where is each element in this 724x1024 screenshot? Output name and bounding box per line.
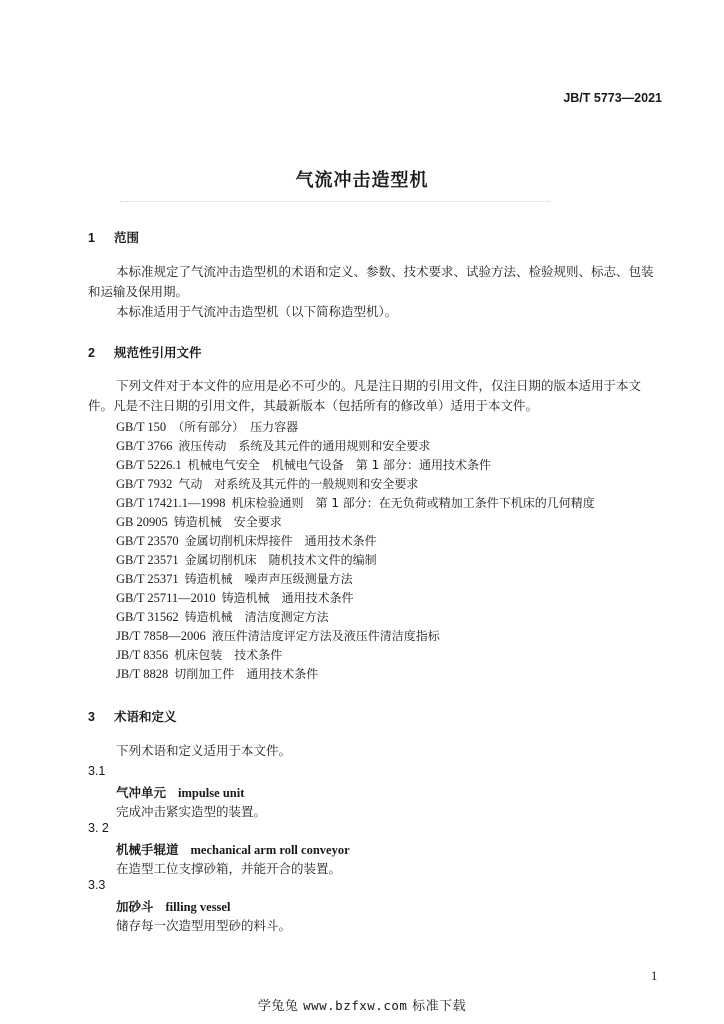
footer-url[interactable]: www.bzfxw.com bbox=[303, 998, 408, 1013]
section-3-heading bbox=[88, 707, 177, 725]
reference-title: 铸造机械 噪声声压级测量方法 bbox=[184, 572, 353, 586]
reference-item bbox=[116, 665, 318, 682]
reference-code: GB/T 7932 bbox=[116, 477, 173, 491]
term-name-en: filling vessel bbox=[165, 900, 231, 914]
scope-paragraph-2: 本标准适用于气流冲击造型机（以下简称造型机）。 bbox=[116, 304, 398, 319]
reference-code: JB/T 7858—2006 bbox=[116, 629, 206, 643]
reference-item bbox=[116, 532, 377, 549]
term-number: 3. 2 bbox=[88, 821, 109, 835]
term-name-zh: 加砂斗 bbox=[116, 899, 154, 914]
reference-title: 铸造机械 安全要求 bbox=[173, 515, 282, 529]
reference-title: 金属切削机床焊接件 通用技术条件 bbox=[184, 534, 377, 548]
reference-code: GB/T 23571 bbox=[116, 553, 179, 567]
term-number: 3.1 bbox=[88, 764, 106, 778]
reference-item bbox=[116, 437, 430, 454]
reference-title: 气动 对系统及其元件的一般规则和安全要求 bbox=[178, 477, 419, 491]
scope-paragraph-1-line-1: 本标准规定了气流冲击造型机的术语和定义、参数、技术要求、试验方法、检验规则、标志、包装 bbox=[116, 264, 654, 279]
reference-code: GB/T 5226.1 bbox=[116, 458, 182, 472]
reference-code: GB/T 3766 bbox=[116, 439, 173, 453]
document-title: 气流冲击造型机 bbox=[295, 170, 429, 191]
term-number: 3.3 bbox=[88, 878, 106, 892]
reference-item bbox=[116, 551, 377, 568]
reference-title: 铸造机械 清洁度测定方法 bbox=[184, 610, 329, 624]
reference-title: 金属切削机床 随机技术文件的编制 bbox=[184, 553, 377, 567]
reference-item bbox=[116, 627, 440, 644]
scope-paragraph-1-line-2: 和运输及保用期。 bbox=[88, 284, 189, 299]
term-name-zh: 气冲单元 bbox=[116, 785, 167, 800]
reference-title: 机械电气安全 机械电气设备 第 1 部分：通用技术条件 bbox=[187, 458, 492, 472]
terms-intro: 下列术语和定义适用于本文件。 bbox=[116, 743, 292, 758]
reference-title: 机床检验通则 第 1 部分：在无负荷或精加工条件下机床的几何精度 bbox=[231, 496, 595, 510]
reference-code: GB/T 23570 bbox=[116, 534, 179, 548]
reference-item bbox=[116, 589, 354, 606]
section-1-heading bbox=[88, 228, 139, 246]
standard-code: JB/T 5773—2021 bbox=[563, 91, 662, 105]
reference-item bbox=[116, 418, 298, 435]
term-name-en: mechanical arm roll conveyor bbox=[190, 843, 350, 857]
section-title: 术语和定义 bbox=[114, 709, 177, 724]
reference-item bbox=[116, 608, 329, 625]
term-name-zh: 机械手辊道 bbox=[116, 842, 179, 857]
reference-item bbox=[116, 456, 491, 473]
reference-code: GB/T 17421.1—1998 bbox=[116, 496, 226, 510]
section-number: 2 bbox=[88, 346, 95, 360]
term-definition: 储存每一次造型用型砂的料斗。 bbox=[116, 918, 292, 933]
term-name-en: impulse unit bbox=[178, 786, 245, 800]
term-definition: 在造型工位支撑砂箱，并能开合的装置。 bbox=[116, 861, 342, 876]
reference-item bbox=[116, 646, 282, 663]
reference-title: （所有部分） 压力容器 bbox=[172, 420, 299, 434]
reference-code: GB/T 25371 bbox=[116, 572, 179, 586]
reference-code: GB/T 31562 bbox=[116, 610, 179, 624]
reference-item bbox=[116, 570, 353, 587]
reference-title: 液压传动 系统及其元件的通用规则和安全要求 bbox=[178, 439, 431, 453]
section-2-heading bbox=[88, 343, 202, 361]
reference-item bbox=[116, 475, 418, 492]
site-footer bbox=[0, 995, 724, 1014]
reference-item bbox=[116, 513, 282, 530]
reference-code: GB/T 150 bbox=[116, 420, 167, 434]
reference-title: 铸造机械 通用技术条件 bbox=[221, 591, 354, 605]
footer-site-name: 学兔兔 bbox=[257, 999, 299, 1014]
title-divider bbox=[120, 201, 550, 202]
reference-code: JB/T 8828 bbox=[116, 667, 169, 681]
section-number: 1 bbox=[88, 231, 95, 245]
term-name bbox=[116, 783, 244, 801]
section-title: 范围 bbox=[114, 230, 140, 245]
reference-title: 切削加工件 通用技术条件 bbox=[174, 667, 319, 681]
reference-title: 液压件清洁度评定方法及液压件清洁度指标 bbox=[211, 629, 440, 643]
term-name bbox=[116, 840, 350, 858]
reference-code: GB/T 25711—2010 bbox=[116, 591, 216, 605]
reference-code: JB/T 8356 bbox=[116, 648, 169, 662]
references-intro-line-2: 件。凡是不注日期的引用文件，其最新版本（包括所有的修改单）适用于本文件。 bbox=[88, 398, 539, 413]
reference-title: 机床包装 技术条件 bbox=[174, 648, 283, 662]
reference-code: GB 20905 bbox=[116, 515, 168, 529]
term-name bbox=[116, 897, 230, 915]
term-definition: 完成冲击紧实造型的装置。 bbox=[116, 804, 267, 819]
reference-item bbox=[116, 494, 595, 511]
page-number: 1 bbox=[651, 969, 658, 983]
references-intro-line-1: 下列文件对于本文件的应用是必不可少的。凡是注日期的引用文件，仅注日期的版本适用于本文 bbox=[116, 378, 642, 393]
section-number: 3 bbox=[88, 710, 95, 724]
footer-tagline: 标准下载 bbox=[412, 999, 467, 1014]
section-title: 规范性引用文件 bbox=[114, 345, 202, 360]
